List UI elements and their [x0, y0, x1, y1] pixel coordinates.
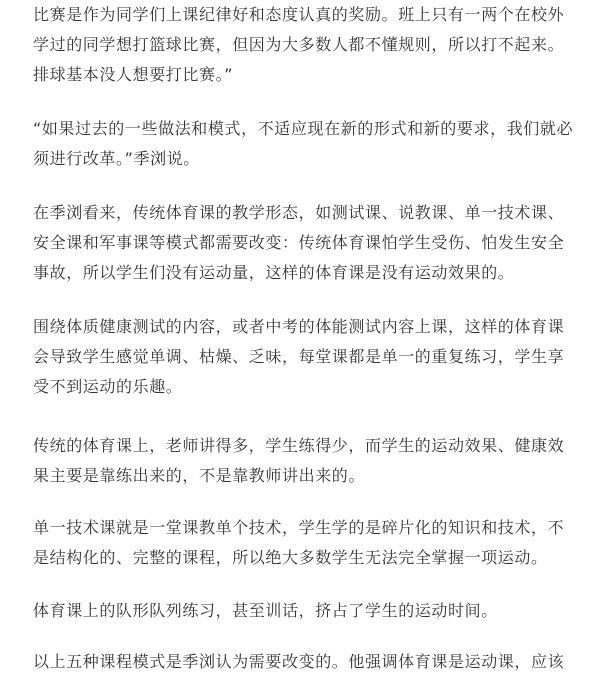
text-line: 围绕体质健康测试的内容，或者中考的体能测试内容上课，这样的体育课: [33, 317, 565, 336]
text-line: 安全课和军事课等模式都需要改变：传统体育课怕学生受伤、怕发生安全: [33, 233, 565, 252]
text-line: 果主要是靠练出来的，不是靠教师讲出来的。: [33, 466, 366, 485]
paragraph-5: [33, 431, 564, 491]
paragraph-7: [33, 596, 498, 626]
paragraph-2: [33, 114, 573, 174]
paragraph-8: [33, 647, 564, 677]
text-line: 在季浏看来，传统体育课的教学形态，如测试课、说教课、单一技术课、: [33, 203, 565, 222]
text-line: 须进行改革。”季浏说。: [33, 149, 200, 168]
paragraph-3: [33, 198, 564, 288]
paragraph-4: [33, 312, 564, 402]
text-line: 学过的同学想打篮球比赛，但因为大多数人都不懂规则，所以打不起来。: [33, 35, 565, 54]
text-line: 是结构化的、完整的课程，所以绝大多数学生无法完全掌握一项运动。: [33, 548, 548, 567]
text-line: 以上五种课程模式是季浏认为需要改变的。他强调体育课是运动课，应该: [33, 652, 565, 671]
paragraph-6: [33, 513, 564, 573]
text-line: 受不到运动的乐趣。: [33, 377, 183, 396]
text-line: 比赛是作为同学们上课纪律好和态度认真的奖励。班上只有一两个在校外: [33, 5, 565, 24]
text-line: 事故，所以学生们没有运动量，这样的体育课是没有运动效果的。: [33, 263, 515, 282]
text-line: 传统的体育课上，老师讲得多，学生练得少，而学生的运动效果、健康效: [33, 436, 565, 455]
text-line: “如果过去的一些做法和模式，不适应现在新的形式和新的要求，我们就必: [33, 119, 574, 138]
paragraph-1: [33, 0, 564, 90]
text-line: 体育课上的队形队列练习，甚至训话，挤占了学生的运动时间。: [33, 601, 498, 620]
text-line: 排球基本没人想要打比赛。”: [33, 65, 234, 84]
text-line: 单一技术课就是一堂课教单个技术，学生学的是碎片化的知识和技术，不: [33, 518, 565, 537]
text-line: 会导致学生感觉单调、枯燥、乏味，每堂课都是单一的重复练习，学生享: [33, 347, 565, 366]
